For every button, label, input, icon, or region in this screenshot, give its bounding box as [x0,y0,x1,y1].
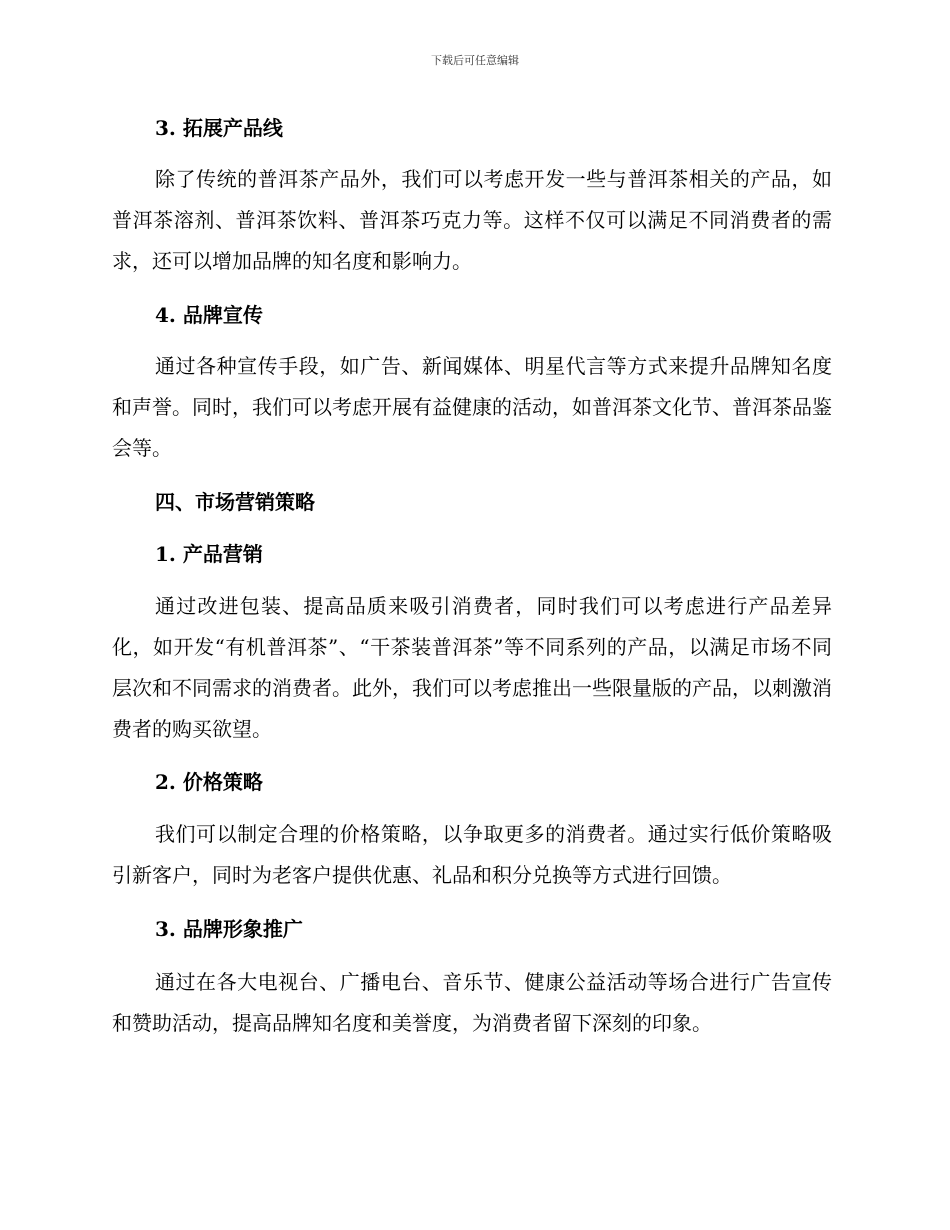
section-heading-brand-promotion: 4. 品牌宣传 [155,303,263,327]
section-heading-pricing-strategy: 2. 价格策略 [155,770,263,794]
section-paragraph-brand-promotion: 通过各种宣传手段，如广告、新闻媒体、明星代言等方式来提升品牌知名度和声誉。同时，我们可以考虑开展有益健康的活动，如普洱茶文化节、普洱茶品鉴会等。 [112,354,832,460]
section-paragraph-product-marketing: 通过改进包装、提高品质来吸引消费者，同时我们可以考虑进行产品差异化，如开发“有机普洱茶”、“干茶装普洱茶”等不同系列的产品，以满足市场不同层次和不同需求的消费者。此外，我们可以考虑推出一些限量版的产品，以刺激消费者的购买欲望。 [112,594,832,741]
section-paragraph-expand-product-line: 除了传统的普洱茶产品外，我们可以考虑开发一些与普洱茶相关的产品，如普洱茶溶剂、普洱茶饮料、普洱茶巧克力等。这样不仅可以满足不同消费者的需求，还可以增加品牌的知名度和影响力。 [112,167,832,273]
section-paragraph-pricing-strategy: 我们可以制定合理的价格策略，以争取更多的消费者。通过实行低价策略吸引新客户，同时为老客户提供优惠、礼品和积分兑换等方式进行回馈。 [112,822,832,887]
section-heading-brand-image: 3. 品牌形象推广 [155,917,303,941]
section-paragraph-brand-image: 通过在各大电视台、广播电台、音乐节、健康公益活动等场合进行广告宣传和赞助活动，提高品牌知名度和美誉度，为消费者留下深刻的印象。 [112,970,832,1035]
section-heading-expand-product-line: 3. 拓展产品线 [155,116,283,140]
page-header: 下载后可任意编辑 [431,54,519,67]
section-heading-product-marketing: 1. 产品营销 [155,542,263,566]
chapter-heading-marketing-strategy: 四、市场营销策略 [155,490,315,514]
document-body [112,108,832,1044]
